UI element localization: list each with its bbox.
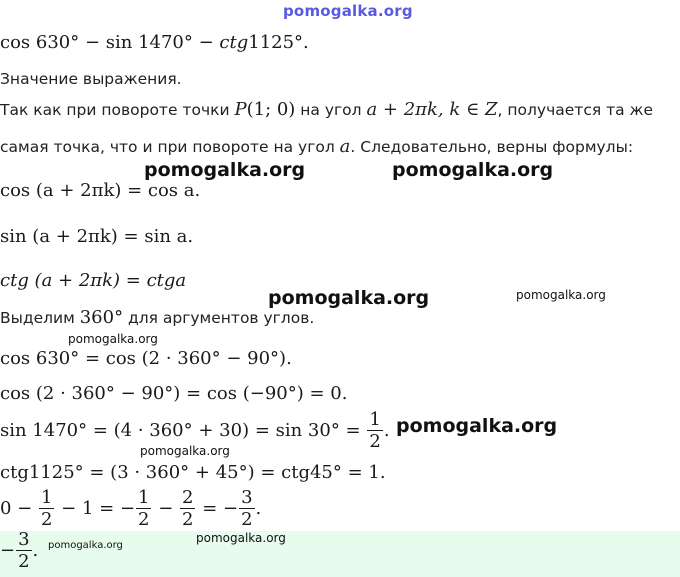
s5-e: . (255, 498, 262, 519)
heading: Значение выражения. (0, 70, 182, 88)
answer-fraction (16, 531, 31, 571)
fraction (180, 489, 195, 529)
step-3-end: . (383, 420, 390, 441)
watermark: pomogalka.org (144, 159, 306, 181)
step-3-text: sin 1470° = (4 · 360° + 30) = sin 30° = (0, 420, 367, 441)
watermark: pomogalka.org (196, 531, 286, 545)
s5-b: − 1 = − (55, 498, 136, 519)
p1-text-c: , получается та же (497, 101, 654, 119)
watermark: pomogalka.org (68, 332, 158, 346)
p1-expr: a + 2πk, k ∈ Z (366, 99, 498, 120)
frac-num: 3 (241, 487, 253, 508)
p3-deg: 360° (79, 307, 124, 328)
p1-text-a: Так как при повороте точки (0, 101, 235, 119)
frac-num: 3 (18, 529, 30, 550)
frac-den: 2 (18, 551, 30, 572)
frac-num: 2 (182, 487, 194, 508)
answer-minus: − (0, 540, 16, 561)
p1-text-b: на угол (295, 101, 367, 119)
frac-den: 2 (40, 509, 53, 530)
paragraph-1 (0, 99, 653, 120)
task-ctg: ctg (219, 32, 249, 53)
paragraph-3 (0, 307, 314, 328)
frac-num: 1 (138, 487, 150, 508)
answer (0, 531, 38, 571)
paragraph-2 (0, 136, 633, 157)
watermark-top: pomogalka.org (283, 2, 413, 20)
watermark: pomogalka.org (392, 159, 554, 181)
watermark: pomogalka.org (48, 540, 123, 551)
frac-num: 1 (369, 409, 381, 430)
p2-text-a: самая точка, что и при повороте на угол (0, 138, 340, 156)
watermark: pomogalka.org (268, 287, 430, 309)
watermark: pomogalka.org (396, 415, 558, 437)
frac-den: 2 (182, 509, 194, 530)
p3-text-b: для аргументов углов. (123, 309, 315, 327)
frac-den: 2 (138, 509, 150, 530)
formula-cos: cos (a + 2πk) = cos a. (0, 180, 201, 201)
p1-coords: (1; 0) (246, 99, 296, 120)
fraction (239, 489, 254, 529)
formula-sin: sin (a + 2πk) = sin a. (0, 226, 194, 247)
s5-a: 0 − (0, 498, 38, 519)
step-2: cos (2 · 360° − 90°) = cos (−90°) = 0. (0, 383, 348, 404)
task-part-a: cos 630° − sin 1470° − (0, 32, 220, 53)
s5-d: = − (196, 498, 239, 519)
task-expression (0, 32, 309, 53)
frac-den: 2 (369, 431, 381, 452)
answer-highlight (0, 531, 680, 577)
formula-ctg: ctg (a + 2πk) = ctga (0, 270, 187, 291)
step-5 (0, 489, 261, 529)
p2-text-b: . Следовательно, верны формулы: (350, 138, 634, 156)
fraction (136, 489, 151, 529)
watermark: pomogalka.org (140, 444, 230, 458)
p1-point: P (234, 99, 247, 120)
answer-end: . (32, 540, 39, 561)
frac-den: 2 (241, 509, 253, 530)
s5-c: − (152, 498, 180, 519)
p3-text-a: Выделим (0, 309, 80, 327)
task-part-b: 1125°. (248, 32, 309, 53)
p2-var: a (339, 136, 351, 157)
fraction (39, 489, 54, 529)
watermark: pomogalka.org (516, 288, 606, 302)
frac-num: 1 (40, 487, 53, 508)
fraction-one-half (367, 411, 382, 451)
step-1: cos 630° = cos (2 · 360° − 90°). (0, 348, 292, 369)
step-4: ctg1125° = (3 · 360° + 45°) = ctg45° = 1. (0, 462, 386, 483)
